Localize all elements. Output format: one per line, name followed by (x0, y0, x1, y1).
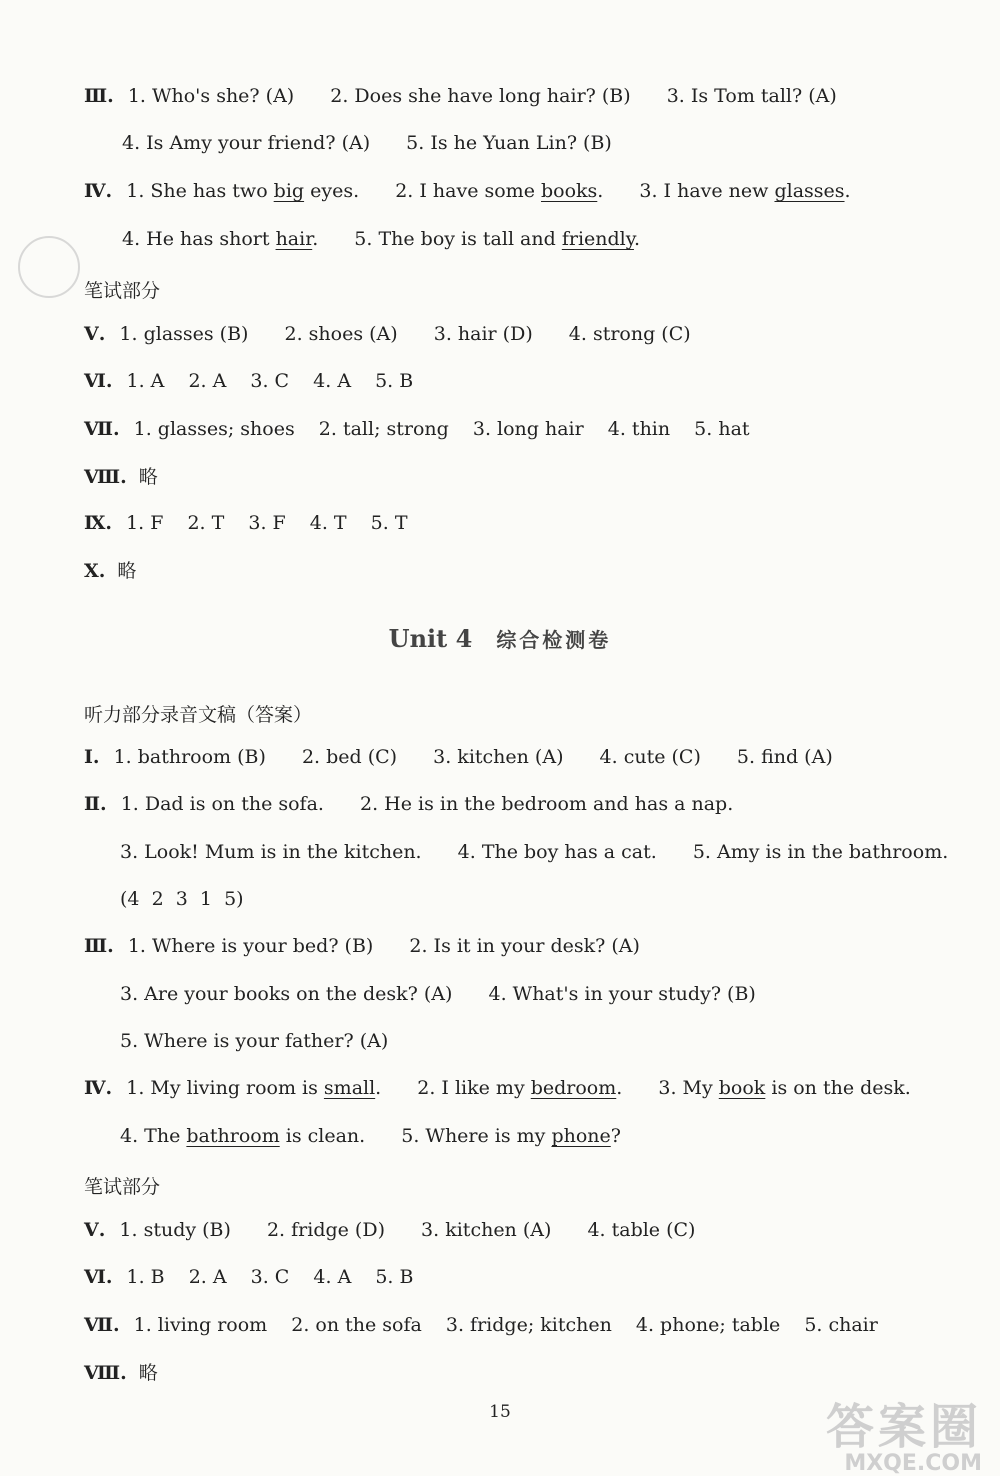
answer-item: 1. Who's she? (A) (127, 85, 295, 107)
answer-item: 3. F (248, 512, 286, 534)
answer-item: 2. Is it in your desk? (A) (409, 935, 640, 957)
section-label: Ⅳ. (84, 1077, 113, 1099)
answer-item: 4. thin (607, 418, 671, 440)
underlined-answer: big (273, 180, 305, 202)
section-iii-line2 (122, 131, 612, 155)
answer-item: 3. C (250, 370, 290, 392)
answer-item: 1. living room (133, 1314, 268, 1336)
answer-item: 3. long hair (472, 418, 584, 440)
answer-item: 2. tall; strong (318, 418, 449, 440)
underlined-answer: book (718, 1077, 766, 1099)
answer-item: 1. glasses; shoes (133, 418, 295, 440)
answer-item: 2. bed (C) (301, 746, 398, 768)
u4-section-iv-line2 (120, 1124, 621, 1148)
answer-item: 4. The boy has a cat. (457, 841, 657, 863)
answer-item: 2. fridge (D) (266, 1219, 385, 1241)
answer-item: 3. I have new glasses. (639, 180, 851, 202)
answer-item: 3. C (250, 1266, 290, 1288)
section-label: Ⅴ. (84, 1219, 106, 1241)
answer-item: 1. study (B) (119, 1219, 231, 1241)
u4-section-i (84, 745, 833, 769)
answer-item: 4. phone; table (635, 1314, 781, 1336)
underlined-answer: phone (551, 1125, 611, 1147)
answer-item: 1. Where is your bed? (B) (127, 935, 374, 957)
u4-section-ii-line2 (120, 840, 948, 864)
section-iv-line2 (122, 227, 640, 251)
u4-section-iii-line2 (120, 982, 756, 1006)
underlined-answer: bedroom (530, 1077, 617, 1099)
underlined-answer: hair (275, 228, 313, 250)
section-label: Ⅵ. (84, 1266, 113, 1288)
answer-item: 5. Where is my phone? (401, 1125, 621, 1147)
answer-item: 2. I like my bedroom. (417, 1077, 623, 1099)
answer-item: 5. B (375, 370, 414, 392)
answer-item: 2. He is in the bedroom and has a nap. (360, 793, 734, 815)
u4-section-vii (84, 1313, 878, 1337)
answer-item: 5. hat (694, 418, 750, 440)
underlined-answer: bathroom (186, 1125, 280, 1147)
answer-item: 2. on the sofa (291, 1314, 422, 1336)
underlined-answer: glasses (774, 180, 845, 202)
answer-item: 5. T (370, 512, 408, 534)
section-label: Ⅶ. (84, 1314, 120, 1336)
unit-title (0, 624, 1000, 653)
answer-item: 2. A (188, 370, 227, 392)
unit-title-en: Unit 4 (388, 624, 473, 653)
answer-item: 略 (138, 1362, 158, 1384)
section-label: Ⅸ. (84, 512, 113, 534)
answer-item: 1. B (126, 1266, 165, 1288)
answer-item: 2. A (188, 1266, 227, 1288)
answer-item: 3. kitchen (A) (433, 746, 564, 768)
underlined-answer: books (540, 180, 598, 202)
answer-item: 2. Does she have long hair? (B) (330, 85, 631, 107)
answer-item: 2. I have some books. (395, 180, 604, 202)
answer-item: 1. F (126, 512, 164, 534)
u4-section-viii (84, 1361, 158, 1385)
answer-item: 5. The boy is tall and friendly. (354, 228, 640, 250)
answer-item: 5. find (A) (736, 746, 833, 768)
u4-section-ii-order: (4 2 3 1 5) (120, 888, 244, 910)
answer-item: 4. What's in your study? (B) (488, 983, 756, 1005)
written-heading: 笔试部分 (84, 280, 161, 302)
answer-item: 3. fridge; kitchen (445, 1314, 612, 1336)
section-label: Ⅵ. (84, 370, 113, 392)
section-label: Ⅷ. (84, 466, 127, 488)
section-label: Ⅰ. (84, 746, 100, 768)
answer-item: 4. A (313, 1266, 352, 1288)
written-heading: 笔试部分 (84, 1176, 161, 1198)
answer-item: 2. shoes (A) (284, 323, 398, 345)
watermark-text: 答案圈 (825, 1399, 982, 1455)
section-vii (84, 417, 750, 441)
answer-item: 1. glasses (B) (119, 323, 249, 345)
section-x (84, 559, 136, 583)
section-label: Ⅷ. (84, 1362, 127, 1384)
section-iii (84, 84, 837, 108)
listening-heading: 听力部分录音文稿（答案） (84, 704, 313, 726)
answer-item: 4. table (C) (587, 1219, 696, 1241)
page-number: 15 (489, 1402, 511, 1422)
answer-item: 4. A (313, 370, 352, 392)
section-ix (84, 511, 408, 535)
u4-section-iv (84, 1076, 911, 1100)
underlined-answer: small (323, 1077, 376, 1099)
answer-item: 3. Is Tom tall? (A) (666, 85, 837, 107)
watermark-url: MXQE.COM (844, 1451, 982, 1476)
section-v (84, 322, 691, 346)
section-viii (84, 465, 158, 489)
answer-item: 3. Are your books on the desk? (A) (120, 983, 453, 1005)
section-label: Ⅳ. (84, 180, 113, 202)
u4-section-v (84, 1218, 695, 1242)
section-label: Ⅲ. (84, 85, 114, 107)
unit-title-cn: 综合检测卷 (496, 628, 612, 652)
answer-item: 2. T (187, 512, 225, 534)
answer-item: 4. T (309, 512, 347, 534)
section-label: Ⅱ. (84, 793, 107, 815)
section-vi (84, 369, 413, 393)
answer-item: 5. Is he Yuan Lin? (B) (406, 132, 612, 154)
answer-item: 4. cute (C) (599, 746, 701, 768)
section-label: Ⅲ. (84, 935, 114, 957)
answer-item: 略 (138, 466, 158, 488)
answer-item: 1. Dad is on the sofa. (120, 793, 324, 815)
answer-item: 4. strong (C) (568, 323, 691, 345)
section-label: Ⅶ. (84, 418, 120, 440)
answer-item: 1. She has two big eyes. (126, 180, 360, 202)
watermark-logo (826, 1388, 982, 1476)
underlined-answer: friendly (561, 228, 634, 250)
answer-item: 1. My living room is small. (126, 1077, 382, 1099)
answer-item: 4. The bathroom is clean. (120, 1125, 366, 1147)
answer-item: 4. He has short hair. (122, 228, 319, 250)
answer-item: 3. My book is on the desk. (658, 1077, 911, 1099)
section-label: Ⅹ. (84, 560, 106, 582)
u4-section-vi (84, 1265, 413, 1289)
u4-section-ii (84, 792, 733, 816)
answer-item: 1. A (126, 370, 165, 392)
faded-stamp (18, 236, 80, 298)
answer-item: 略 (117, 560, 137, 582)
answer-item: 5. Amy is in the bathroom. (692, 841, 949, 863)
answer-item: 3. kitchen (A) (421, 1219, 552, 1241)
answer-item: 3. hair (D) (433, 323, 533, 345)
u4-section-iii-line3: 5. Where is your father? (A) (120, 1030, 389, 1052)
answer-item: 1. bathroom (B) (113, 746, 266, 768)
answer-item: 5. chair (804, 1314, 878, 1336)
u4-section-iii (84, 934, 640, 958)
answer-item: 4. Is Amy your friend? (A) (122, 132, 371, 154)
section-iv (84, 179, 851, 203)
answer-item: 5. B (375, 1266, 414, 1288)
section-label: Ⅴ. (84, 323, 106, 345)
answer-item: 3. Look! Mum is in the kitchen. (120, 841, 422, 863)
